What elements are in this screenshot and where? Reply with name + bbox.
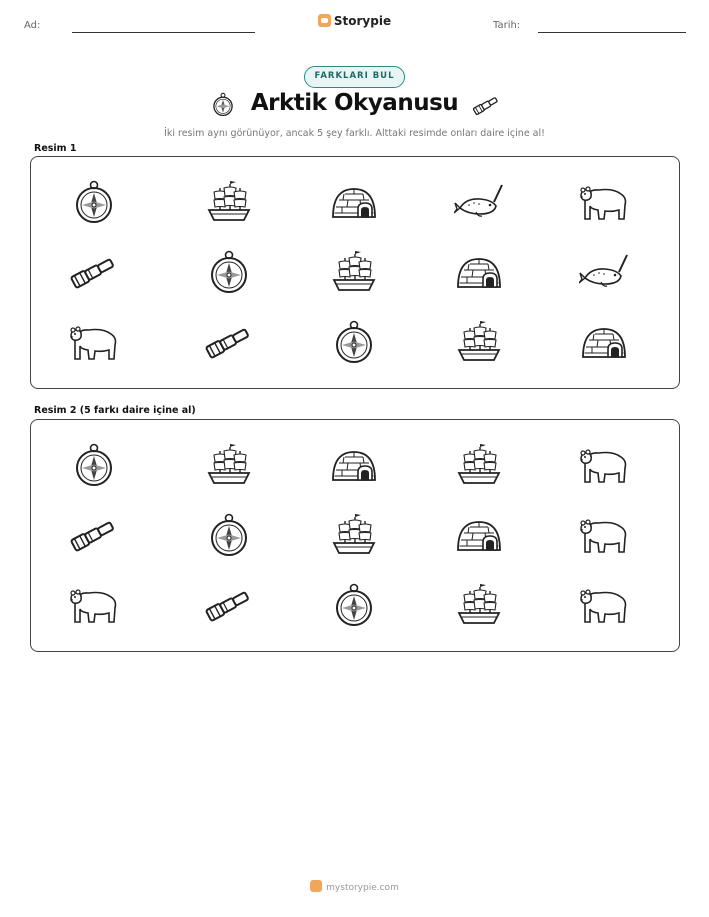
footer — [0, 880, 709, 893]
compass-icon — [194, 242, 264, 302]
picture1-label: Resim 1 — [34, 143, 77, 154]
compass-icon[interactable] — [319, 575, 389, 635]
spyglass-icon — [194, 312, 264, 372]
narwhal-icon — [569, 242, 639, 302]
name-label: Ad: — [24, 20, 41, 31]
ship-icon — [194, 172, 264, 232]
ship-icon — [319, 242, 389, 302]
compass-icon[interactable] — [194, 505, 264, 565]
date-line[interactable] — [538, 32, 686, 33]
spyglass-icon — [470, 92, 502, 122]
narwhal-icon — [444, 172, 514, 232]
igloo-icon — [444, 242, 514, 302]
compass-icon — [59, 172, 129, 232]
picture1-panel — [30, 156, 680, 389]
spyglass-icon[interactable] — [59, 505, 129, 565]
ship-icon — [444, 312, 514, 372]
ship-icon[interactable] — [319, 505, 389, 565]
name-line[interactable] — [72, 32, 255, 33]
polar-bear-icon[interactable] — [569, 435, 639, 495]
brand-logo — [0, 14, 709, 28]
polar-bear-icon[interactable] — [569, 505, 639, 565]
spyglass-icon[interactable] — [194, 575, 264, 635]
igloo-icon[interactable] — [319, 435, 389, 495]
storypie-logo-icon — [310, 880, 322, 892]
footer-url[interactable]: mystorypie.com — [326, 883, 399, 893]
polar-bear-icon[interactable] — [59, 575, 129, 635]
ship-icon[interactable] — [194, 435, 264, 495]
compass-icon — [319, 312, 389, 372]
storypie-logo-icon — [318, 14, 331, 27]
ship-icon[interactable] — [444, 435, 514, 495]
activity-badge: FARKLARI BUL — [304, 66, 405, 88]
polar-bear-icon — [569, 172, 639, 232]
date-label: Tarih: — [493, 20, 521, 31]
polar-bear-icon[interactable] — [569, 575, 639, 635]
picture2-label: Resim 2 (5 farkı daire içine al) — [34, 405, 196, 416]
igloo-icon[interactable] — [444, 505, 514, 565]
igloo-icon — [569, 312, 639, 372]
brand-name: Storypie — [333, 14, 392, 28]
polar-bear-icon — [59, 312, 129, 372]
page-title: Arktik Okyanusu — [250, 90, 459, 116]
igloo-icon — [319, 172, 389, 232]
spyglass-icon — [59, 242, 129, 302]
ship-icon[interactable] — [444, 575, 514, 635]
compass-icon[interactable] — [59, 435, 129, 495]
picture2-panel[interactable] — [30, 419, 680, 652]
instructions: İki resim aynı görünüyor, ancak 5 şey farklı. Alttaki resimde onları daire içine al! — [164, 128, 545, 139]
